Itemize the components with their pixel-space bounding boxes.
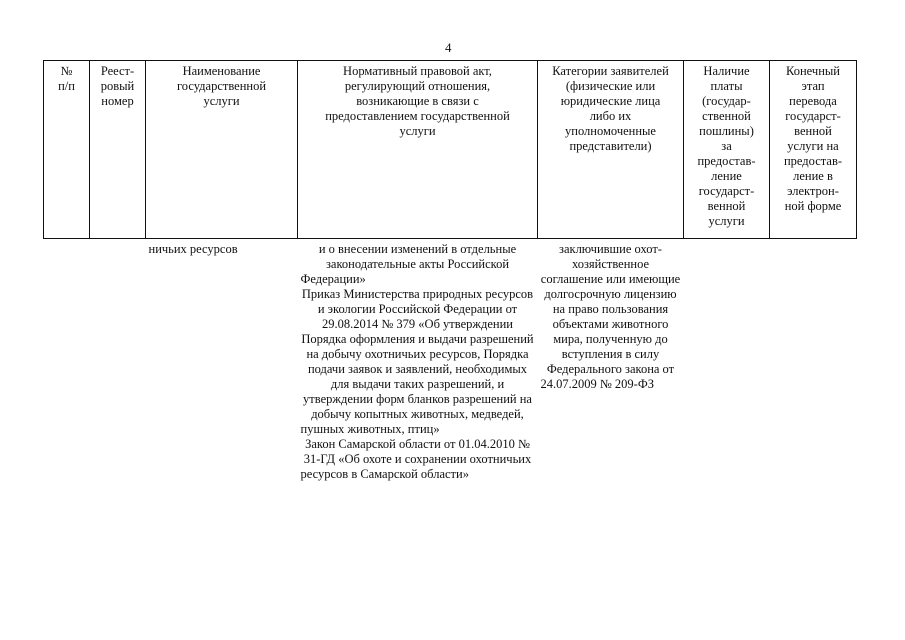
cell-applicants: заключившие охот-хозяйственное соглашение или имеющие долгосрочную лицензию на право пользования объектами животного мира, полученную до вступления в силу Федерального закона от 24.07.2009 № 209-ФЗ	[540, 242, 681, 391]
cell-service-name: ничьих ресурсов	[148, 242, 238, 256]
table-row	[44, 239, 857, 485]
page-number: 4	[445, 40, 452, 55]
header-registry-number: Реест- ровый номер	[90, 61, 146, 239]
header-electronic-stage: Конечный этап перевода государст- венной услуги на предостав- ление в электрон- ной форме	[770, 61, 857, 239]
legal-act-paragraph: Закон Самарской области от 01.04.2010 № 31-ГД «Об охоте и сохранении охотничьих ресурсов в Самарской области»	[300, 437, 532, 481]
header-service-name: Наименование государственной услуги	[146, 61, 298, 239]
services-table	[43, 60, 857, 484]
header-fee: Наличие платы (государ- ственной пошлины) за предостав- ление государст- венной услуги	[684, 61, 770, 239]
cell-registry-number	[90, 239, 146, 485]
cell-electronic-stage	[770, 239, 857, 485]
cell-fee	[684, 239, 770, 485]
legal-act-paragraph: и о внесении изменений в отдельные законодательные акты Российской Федерации»	[300, 242, 517, 286]
header-legal-act: Нормативный правовой акт, регулирующий отношения, возникающие в связи с предоставлением государственной услуги	[298, 61, 538, 239]
header-row-number: № п/п	[44, 61, 90, 239]
table-header-row	[44, 61, 857, 239]
legal-act-paragraph: Приказ Министерства природных ресурсов и экологии Российской Федерации от 29.08.2014 № 379 «Об утверждении Порядка оформления и выдачи разрешений на добычу охотничьих ресурсов, Порядка подачи заявок и заявлений, необходимых для выдачи таких разрешений, и утверждении форм бланков разрешений на добычу копытных животных, медведей, пушных животных, птиц»	[300, 287, 534, 436]
header-applicant-categories: Категории заявителей (физические или юридические лица либо их уполномоченные представители)	[538, 61, 684, 239]
cell-row-number	[44, 239, 90, 485]
cell-legal-acts	[298, 239, 538, 485]
